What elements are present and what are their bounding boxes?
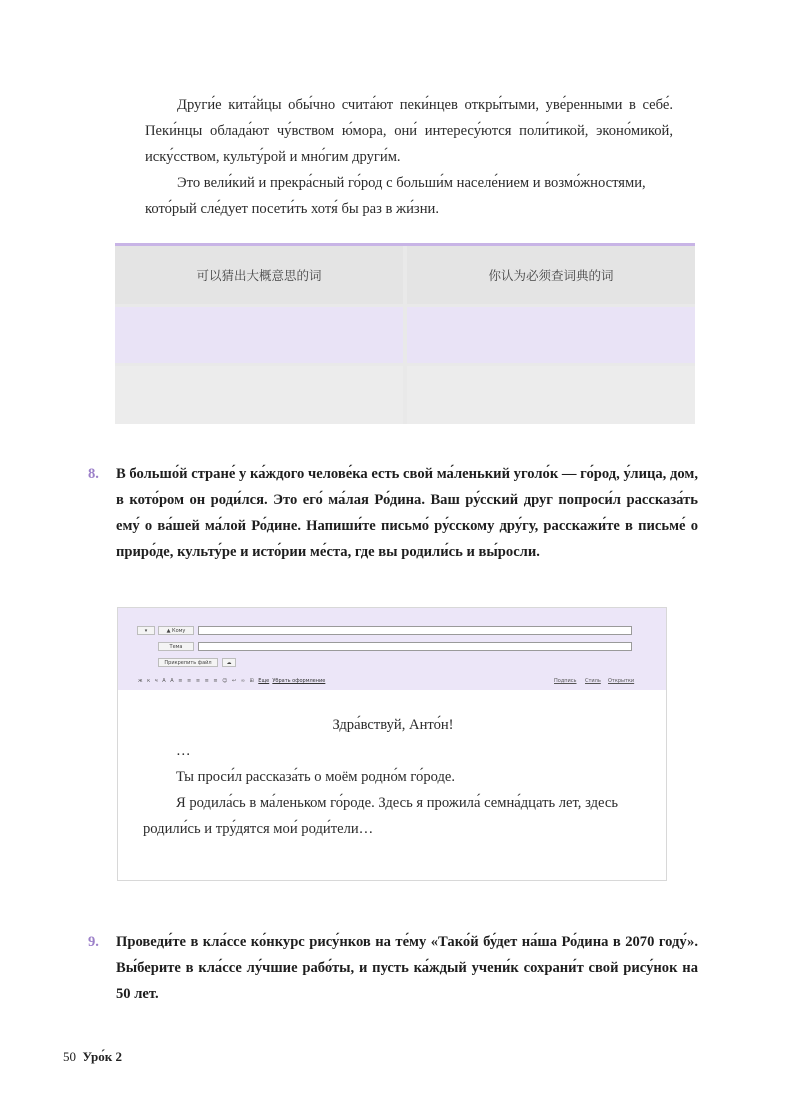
task-text: Проведи́те в кла́ссе ко́нкурс рису́нков на те́му «Тако́й бу́дет на́ша Ро́дина в 2070 году́». Вы́берите в кла́ссе лу́чшие рабо́ты, и пусть ка́ждый учени́к сохрани́т свой рису́нок на 50 лет. bbox=[116, 934, 698, 1002]
toolbar-more-link[interactable]: Еще bbox=[258, 678, 270, 684]
page-footer bbox=[63, 1049, 122, 1065]
email-mockup bbox=[117, 607, 667, 881]
vocab-cell-r1-left[interactable] bbox=[115, 307, 403, 363]
vocab-cell-r2-left[interactable] bbox=[115, 366, 403, 424]
email-greeting: Здра́вствуй, Анто́н! bbox=[332, 717, 454, 733]
signature-link[interactable]: Подпись bbox=[554, 678, 577, 684]
page-number: 50 bbox=[63, 1049, 76, 1064]
format-icons[interactable]: ж к ч A A ≡ ≡ ≡ ≡ ≡ ☺ ↩ ∞ ⊞ bbox=[138, 678, 256, 684]
email-ellipsis: … bbox=[176, 743, 191, 759]
attach-file-button[interactable]: Прикрепить файл bbox=[158, 658, 218, 667]
check-link[interactable]: Стиль bbox=[585, 678, 601, 684]
task-text: В большо́й стране́ у ка́ждого челове́ка есть свой ма́ленький уголо́к — го́род, у́лица, дом, в кото́ром он роди́лся. Это его́ ма́лая Ро́дина. Ваш ру́сский друг попроси́л рассказа́ть ему́ о ва́шей ма́лой Ро́дине. Напиши́те письмо́ ру́сскому дру́гу, расскажи́те в письме́ о приро́де, культу́ре и исто́рии ме́ста, где вы родили́сь и вы́росли. bbox=[116, 466, 698, 560]
email-line-1: Ты проси́л рассказа́ть о моём родно́м го́роде. bbox=[176, 769, 456, 785]
person-icon: ▲ bbox=[166, 627, 171, 634]
vocab-table bbox=[115, 243, 695, 424]
vocab-header-dictionary: 你认为必须查词典的词 bbox=[407, 246, 695, 304]
vocab-cell-r2-right[interactable] bbox=[407, 366, 695, 424]
cloud-attach-icon[interactable]: ☁ bbox=[222, 658, 236, 667]
contacts-dropdown[interactable]: ▾ bbox=[137, 626, 155, 635]
task-9 bbox=[88, 929, 698, 1007]
email-header bbox=[118, 608, 666, 690]
toolbar-clear-link[interactable]: Убрать оформление bbox=[272, 678, 326, 684]
task-number: 8. bbox=[88, 466, 99, 482]
task-8 bbox=[88, 461, 698, 565]
subject-label: Тема bbox=[158, 642, 194, 651]
lesson-label: Уро́к 2 bbox=[82, 1049, 122, 1064]
intro-text bbox=[145, 92, 673, 222]
email-line-2: Я родила́сь в ма́леньком го́роде. Здесь я прожила́ семна́дцать лет, здесь родили́сь и тру́дятся мои́ роди́тели… bbox=[143, 795, 618, 837]
email-body[interactable] bbox=[143, 712, 643, 842]
intro-paragraph-1: Други́е кита́йцы обы́чно счита́ют пеки́нцев откры́тыми, уве́ренными в себе́. Пеки́нцы облада́ют чу́вством ю́мора, они́ интересу́ются поли́тикой, эконо́микой, иску́сством, культу́рой и мно́гим други́м. bbox=[145, 97, 673, 165]
formatting-toolbar[interactable] bbox=[138, 678, 438, 686]
task-number: 9. bbox=[88, 934, 99, 950]
intro-paragraph-2: Это вели́кий и прекра́сный го́род с больши́м населе́нием и возмо́жностями, кото́рый сле́дует посети́ть хотя́ бы раз в жи́зни. bbox=[145, 175, 646, 217]
vocab-header-guessable: 可以猜出大概意思的词 bbox=[115, 246, 403, 304]
to-button[interactable]: ▲ Кому bbox=[158, 626, 194, 635]
to-input[interactable] bbox=[198, 626, 632, 635]
vocab-cell-r1-right[interactable] bbox=[407, 307, 695, 363]
cards-link[interactable]: Открытки bbox=[608, 678, 635, 684]
subject-input[interactable] bbox=[198, 642, 632, 651]
